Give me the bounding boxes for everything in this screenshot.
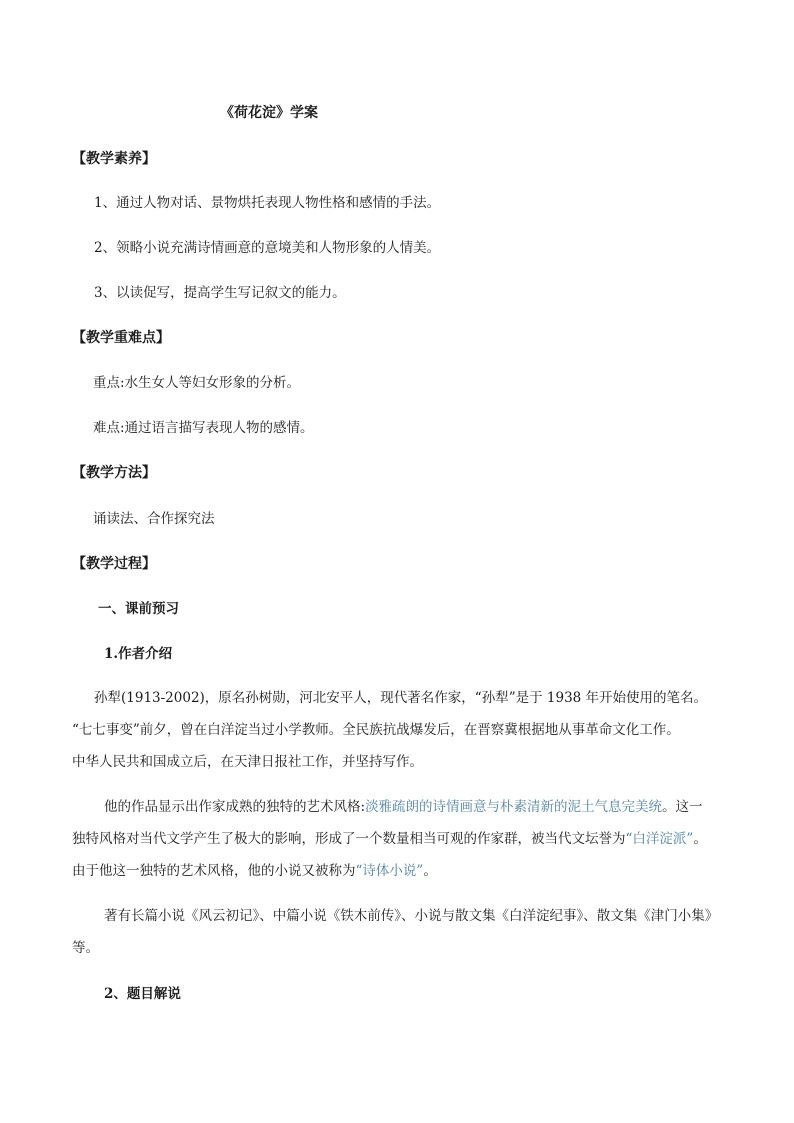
style-para-line-1 [104,798,703,816]
style-text: 。 [693,831,707,847]
section-heading-key-points: 【教学重难点】 [72,330,170,346]
works-para-line-1: 著有长篇小说《风云初记》、中篇小说《铁木前传》、小说与散文集《白洋淀纪事》、散文集《津门小集》 [104,908,719,924]
school-name-highlight: “白洋淀派” [625,831,694,847]
style-text: 他的作品显示出作家成熟的独特的艺术风格: [104,799,366,815]
author-intro-heading: 1.作者介绍 [104,646,173,662]
difficult-point-text: 难点:通过语言描写表现人物的感情。 [93,420,314,436]
key-point-text: 重点:水生女人等妇女形象的分析。 [93,375,301,391]
author-para-line-2: “七七事变”前夕，曾在白洋淀当过小学教师。全民族抗战爆发后，在晋察冀根据地从事革命文化工作。 [72,722,680,738]
literacy-item-3: 3、以读促写，提高学生写记叙文的能力。 [94,285,346,301]
section-heading-method: 【教学方法】 [72,465,156,481]
process-part-1-heading: 一、课前预习 [98,601,179,617]
style-highlight: 淡雅疏朗的诗情画意与朴素清新的泥土气息完美统 [365,799,663,815]
works-para-line-2: 等。 [72,940,99,956]
style-para-line-3 [72,862,437,880]
style-text: 由于他这一独特的艺术风格，他的小说又被称为 [72,863,356,879]
style-text: 。这一 [662,799,703,815]
literacy-item-1: 1、通过人物对话、景物烘托表现人物性格和感情的手法。 [94,195,441,211]
title-explanation-heading: 2、题目解说 [104,986,181,1002]
style-para-line-2 [72,830,707,848]
section-heading-process: 【教学过程】 [72,556,156,572]
genre-highlight: “诗体小说” [355,863,424,879]
section-heading-literacy: 【教学素养】 [72,151,156,167]
literacy-item-2: 2、领略小说充满诗情画意的意境美和人物形象的人情美。 [94,240,441,256]
style-text: 。 [423,863,437,879]
author-para-line-3: 中华人民共和国成立后，在天津日报社工作，并坚持写作。 [72,754,423,770]
style-text: 独特风格对当代文学产生了极大的影响，形成了一个数量相当可观的作家群，被当代文坛誉为 [72,831,626,847]
document-title: 《荷花淀》学案 [220,105,318,121]
method-text: 诵读法、合作探究法 [93,511,215,527]
author-para-line-1: 孙犁(1913-2002)，原名孙树勋，河北安平人，现代著名作家，“孙犁”是于 1938 年开始使用的笔名。 [94,690,708,706]
